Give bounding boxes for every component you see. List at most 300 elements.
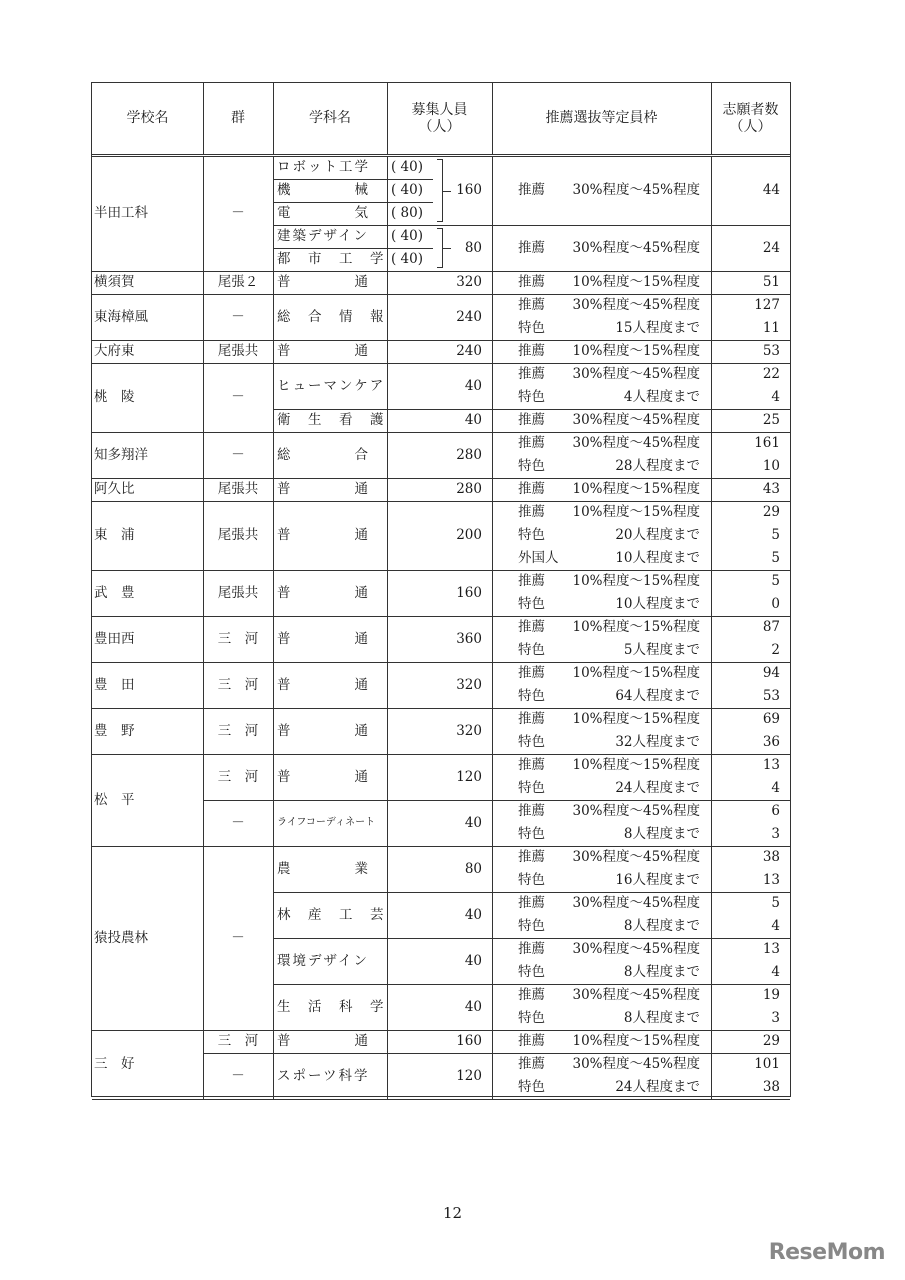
selection-range: 28人程度まで	[615, 458, 700, 474]
page-number: 12	[442, 1204, 463, 1222]
column-divider	[492, 478, 493, 501]
capacity: 320	[456, 677, 482, 693]
school-name: 豊田西	[94, 631, 135, 647]
applicant-count: 5	[771, 573, 780, 589]
column-divider	[711, 156, 712, 271]
selection-quota	[492, 662, 711, 685]
department-group: －	[231, 1068, 245, 1084]
column-divider	[203, 340, 204, 363]
applicant-count: 3	[771, 1010, 780, 1026]
header-quota-text: 推薦選抜等定員枠	[545, 110, 658, 126]
school-group: 尾張共	[217, 481, 259, 497]
bracket-tick	[443, 191, 451, 192]
selection-quota	[492, 1030, 711, 1053]
column-divider	[273, 662, 274, 708]
column-divider	[492, 754, 493, 846]
applicant-count: 101	[754, 1056, 780, 1072]
capacity: 80	[464, 861, 482, 877]
capacity: 40	[464, 412, 482, 428]
selection-quota	[492, 1053, 711, 1076]
column-divider	[492, 1030, 493, 1099]
applicant-count: 13	[762, 757, 780, 773]
column-divider	[203, 708, 204, 754]
capacity: 40	[464, 907, 482, 923]
selection-range: 24人程度まで	[615, 780, 700, 796]
capacity: 120	[456, 769, 482, 785]
capacity: 40	[464, 999, 482, 1015]
column-divider	[387, 363, 388, 432]
column-divider	[273, 846, 274, 1030]
selection-range: 30%程度～45%程度	[572, 849, 700, 865]
school-name: 豊 田	[94, 677, 135, 693]
column-divider	[387, 754, 388, 846]
selection-range: 4人程度まで	[623, 389, 700, 405]
applicant-count: 13	[762, 872, 780, 888]
selection-quota	[492, 1007, 711, 1030]
applicant-count: 69	[762, 711, 780, 727]
selection-quota	[492, 593, 711, 616]
school-name: 東海樟風	[94, 309, 148, 325]
column-divider	[203, 846, 204, 1030]
selection-quota	[492, 570, 711, 593]
column-divider	[387, 156, 388, 271]
header-capacity-text: （人）	[418, 118, 461, 135]
column-divider	[492, 294, 493, 340]
selection-type: 推薦	[518, 619, 545, 635]
column-divider	[273, 1030, 274, 1099]
column-divider	[387, 271, 388, 294]
selection-quota	[492, 386, 711, 409]
selection-quota	[492, 961, 711, 984]
selection-range: 30%程度～45%程度	[572, 435, 700, 451]
department-capacity: ( 40)	[391, 251, 424, 267]
school-group: 三 河	[217, 723, 259, 739]
selection-range: 30%程度～45%程度	[572, 239, 700, 256]
column-divider	[711, 294, 712, 340]
selection-range: 15人程度まで	[615, 320, 700, 336]
school-name: 横須賀	[94, 274, 135, 290]
school-group: 尾張共	[217, 343, 259, 359]
column-divider	[203, 363, 204, 432]
column-divider	[203, 570, 204, 616]
applicant-count: 4	[771, 964, 780, 980]
applicant-count: 29	[762, 1033, 780, 1049]
selection-quota	[492, 317, 711, 340]
column-divider	[387, 570, 388, 616]
column-divider	[273, 570, 274, 616]
selection-quota	[492, 432, 711, 455]
column-divider	[273, 156, 274, 271]
department-name: 普 通	[277, 1033, 370, 1049]
column-divider	[711, 478, 712, 501]
column-divider	[273, 363, 274, 432]
department-capacity: ( 40)	[391, 159, 424, 175]
column-divider	[387, 662, 388, 708]
selection-quota	[492, 237, 711, 260]
column-divider	[492, 570, 493, 616]
admissions-table	[91, 82, 791, 1097]
applicant-count: 44	[762, 182, 780, 198]
column-divider	[273, 340, 274, 363]
selection-range: 16人程度まで	[615, 872, 700, 888]
selection-type: 推薦	[518, 297, 545, 313]
selection-range: 30%程度～45%程度	[572, 1056, 700, 1072]
column-divider	[492, 846, 493, 1030]
department-name: 機 械	[277, 182, 370, 198]
selection-range: 10%程度～15%程度	[572, 665, 700, 681]
department-capacity: ( 40)	[391, 182, 424, 198]
school-name: 桃 陵	[94, 389, 135, 405]
selection-type: 推薦	[518, 849, 545, 865]
selection-quota	[492, 915, 711, 938]
column-divider	[711, 501, 712, 570]
selection-quota	[492, 777, 711, 800]
applicant-count: 29	[762, 504, 780, 520]
resemom-logo: ReseMom	[768, 1240, 885, 1265]
applicant-count: 94	[762, 665, 780, 681]
selection-type: 特色	[518, 458, 545, 474]
department-name: 普 通	[277, 585, 370, 601]
school-group: 三 河	[217, 631, 259, 647]
applicant-count: 87	[762, 619, 780, 635]
selection-type: 推薦	[518, 366, 545, 382]
capacity: 160	[456, 585, 482, 601]
column-divider	[387, 478, 388, 501]
selection-type: 特色	[518, 872, 545, 888]
column-divider	[387, 616, 388, 662]
department-name: 総 合 情 報	[277, 309, 386, 325]
selection-type: 推薦	[518, 1056, 545, 1072]
header-capacity	[387, 83, 492, 154]
header-group	[203, 83, 273, 154]
capacity: 280	[456, 447, 482, 463]
column-divider	[203, 432, 204, 478]
column-divider	[203, 754, 204, 846]
selection-type: 推薦	[518, 274, 545, 290]
column-divider	[711, 708, 712, 754]
school-name: 半田工科	[94, 205, 148, 221]
applicant-count: 36	[762, 734, 780, 750]
column-divider	[711, 363, 712, 432]
header-school	[92, 83, 203, 154]
applicant-count: 25	[762, 412, 780, 428]
department-capacity: ( 40)	[391, 228, 424, 244]
school-group: 三 河	[217, 677, 259, 693]
column-divider	[387, 340, 388, 363]
applicant-count: 6	[771, 803, 780, 819]
selection-range: 30%程度～45%程度	[572, 182, 700, 198]
school-group: －	[231, 205, 245, 221]
department-group: 三 河	[217, 1033, 259, 1049]
selection-range: 24人程度まで	[615, 1079, 700, 1095]
header-department-text: 学科名	[309, 110, 351, 126]
capacity: 40	[464, 378, 482, 394]
selection-type: 推薦	[518, 1033, 545, 1049]
selection-type: 推薦	[518, 803, 545, 819]
selection-type: 推薦	[518, 435, 545, 451]
selection-range: 30%程度～45%程度	[572, 297, 700, 313]
applicant-count: 0	[771, 596, 780, 612]
school-group: －	[231, 389, 245, 405]
school-name: 阿久比	[94, 481, 135, 497]
department-capacity: ( 80)	[391, 205, 424, 221]
selection-type: 推薦	[518, 711, 545, 727]
selection-type: 推薦	[518, 987, 545, 1003]
department-name: ライフコーディネート	[277, 817, 376, 828]
capacity: 320	[456, 723, 482, 739]
selection-range: 8人程度まで	[623, 964, 700, 980]
selection-quota	[492, 846, 711, 869]
applicant-count: 19	[762, 987, 780, 1003]
selection-type: 推薦	[518, 757, 545, 773]
column-divider	[387, 294, 388, 340]
school-group: －	[231, 447, 245, 463]
column-divider	[203, 616, 204, 662]
department-name: 農 業	[277, 861, 370, 877]
applicant-count: 51	[762, 274, 780, 290]
selection-quota	[492, 363, 711, 386]
selection-quota	[492, 984, 711, 1007]
department-name: ヒューマンケア	[277, 378, 386, 394]
column-divider	[203, 1030, 204, 1099]
selection-quota	[492, 478, 711, 501]
selection-quota	[492, 547, 711, 570]
selection-quota	[492, 501, 711, 524]
selection-range: 8人程度まで	[623, 1010, 700, 1026]
school-group: 尾張共	[217, 527, 259, 543]
column-divider	[273, 478, 274, 501]
selection-range: 8人程度まで	[623, 918, 700, 934]
selection-range: 30%程度～45%程度	[572, 412, 700, 428]
applicant-count: 3	[771, 826, 780, 842]
selection-quota	[492, 708, 711, 731]
column-divider	[711, 432, 712, 478]
column-divider	[273, 754, 274, 846]
row-divider	[92, 154, 790, 155]
column-divider	[387, 708, 388, 754]
capacity: 120	[456, 1068, 482, 1084]
selection-range: 30%程度～45%程度	[572, 366, 700, 382]
applicant-count: 161	[754, 435, 780, 451]
column-divider	[203, 501, 204, 570]
selection-range: 5人程度まで	[623, 642, 700, 658]
column-divider	[203, 662, 204, 708]
selection-type: 特色	[518, 688, 545, 704]
capacity: 280	[456, 481, 482, 497]
column-divider	[492, 271, 493, 294]
column-divider	[492, 501, 493, 570]
department-name: 普 通	[277, 274, 370, 290]
header-department	[273, 83, 387, 154]
department-name: 普 通	[277, 481, 370, 497]
department-name: 林 産 工 芸	[277, 907, 386, 923]
school-name: 三 好	[94, 1056, 135, 1072]
selection-range: 8人程度まで	[623, 826, 700, 842]
capacity: 160	[456, 182, 482, 198]
department-group: －	[231, 815, 245, 831]
column-divider	[203, 156, 204, 271]
selection-range: 64人程度まで	[615, 688, 700, 704]
selection-quota	[492, 685, 711, 708]
department-name: 生 活 科 学	[277, 999, 386, 1015]
school-name: 大府東	[94, 343, 135, 359]
selection-range: 20人程度まで	[615, 527, 700, 543]
school-group: －	[231, 309, 245, 325]
selection-type: 特色	[518, 1079, 545, 1095]
applicant-count: 4	[771, 780, 780, 796]
header-quota	[492, 83, 711, 154]
department-name: 普 通	[277, 723, 370, 739]
column-divider	[711, 662, 712, 708]
applicant-count: 38	[762, 1079, 780, 1095]
applicant-count: 5	[771, 550, 780, 566]
column-divider	[387, 501, 388, 570]
column-divider	[273, 501, 274, 570]
header-applicants	[711, 83, 790, 154]
column-divider	[273, 616, 274, 662]
selection-type: 推薦	[518, 481, 545, 497]
column-divider	[492, 83, 493, 154]
selection-type: 推薦	[518, 573, 545, 589]
column-divider	[387, 432, 388, 478]
selection-quota	[492, 938, 711, 961]
applicant-count: 43	[762, 481, 780, 497]
selection-quota	[492, 869, 711, 892]
column-divider	[711, 754, 712, 846]
capacity: 360	[456, 631, 482, 647]
applicant-count: 13	[762, 941, 780, 957]
selection-range: 10%程度～15%程度	[572, 757, 700, 773]
department-name: スポーツ科学	[277, 1068, 370, 1084]
selection-range: 10%程度～15%程度	[572, 274, 700, 290]
selection-type: 特色	[518, 780, 545, 796]
capacity: 40	[464, 953, 482, 969]
selection-quota	[492, 731, 711, 754]
capacity: 240	[456, 343, 482, 359]
selection-type: 外国人	[518, 550, 559, 566]
applicant-count: 4	[771, 389, 780, 405]
column-divider	[711, 340, 712, 363]
selection-range: 30%程度～45%程度	[572, 803, 700, 819]
selection-quota	[492, 455, 711, 478]
column-divider	[387, 1030, 388, 1099]
selection-type: 推薦	[518, 239, 545, 256]
selection-range: 10人程度まで	[615, 550, 700, 566]
applicant-count: 10	[762, 458, 780, 474]
school-group: －	[231, 930, 245, 946]
column-divider	[711, 570, 712, 616]
selection-range: 10%程度～15%程度	[572, 619, 700, 635]
column-divider	[273, 432, 274, 478]
column-divider	[273, 83, 274, 154]
school-group: 尾張２	[217, 274, 259, 290]
applicant-count: 2	[771, 642, 780, 658]
capacity: 320	[456, 274, 482, 290]
selection-range: 10%程度～15%程度	[572, 481, 700, 497]
bracket-tick	[443, 248, 451, 249]
selection-quota	[492, 823, 711, 846]
school-name: 松 平	[94, 792, 135, 808]
school-name: 猿投農林	[94, 930, 148, 946]
department-name: 都 市 工 学	[277, 251, 386, 267]
column-divider	[273, 294, 274, 340]
row-divider	[273, 225, 790, 226]
selection-type: 特色	[518, 596, 545, 612]
school-name: 武 豊	[94, 585, 135, 601]
header-applicants-text: 志願者数	[722, 101, 779, 118]
selection-quota	[492, 1076, 711, 1099]
department-group: 三 河	[217, 769, 259, 785]
applicant-count: 5	[771, 895, 780, 911]
capacity: 40	[464, 815, 482, 831]
column-divider	[711, 271, 712, 294]
applicant-count: 22	[762, 366, 780, 382]
selection-type: 推薦	[518, 895, 545, 911]
column-divider	[387, 83, 388, 154]
selection-range: 32人程度まで	[615, 734, 700, 750]
selection-type: 推薦	[518, 665, 545, 681]
column-divider	[711, 616, 712, 662]
applicant-count: 53	[762, 688, 780, 704]
selection-quota	[492, 409, 711, 432]
selection-type: 特色	[518, 1010, 545, 1026]
column-divider	[492, 662, 493, 708]
capacity: 240	[456, 309, 482, 325]
selection-range: 10%程度～15%程度	[572, 573, 700, 589]
header-school-text: 学校名	[126, 110, 169, 126]
applicant-count: 5	[771, 527, 780, 543]
selection-range: 30%程度～45%程度	[572, 987, 700, 1003]
column-divider	[492, 616, 493, 662]
column-divider	[203, 478, 204, 501]
applicant-count: 11	[762, 320, 780, 336]
school-group: 尾張共	[217, 585, 259, 601]
capacity: 80	[464, 240, 482, 256]
school-name: 豊 野	[94, 723, 135, 739]
selection-type: 推薦	[518, 504, 545, 520]
selection-type: 特色	[518, 734, 545, 750]
department-name: ロボット工学	[277, 159, 370, 175]
selection-quota	[492, 179, 711, 202]
applicant-count: 4	[771, 918, 780, 934]
department-name: 環境デザイン	[277, 953, 370, 969]
selection-range: 10人程度まで	[615, 596, 700, 612]
column-divider	[203, 83, 204, 154]
school-name: 東 浦	[94, 527, 135, 543]
column-divider	[711, 1030, 712, 1099]
selection-type: 特色	[518, 320, 545, 336]
selection-type: 特色	[518, 826, 545, 842]
selection-quota	[492, 639, 711, 662]
column-divider	[711, 846, 712, 1030]
selection-type: 推薦	[518, 182, 545, 198]
selection-quota	[492, 800, 711, 823]
header-applicants-text: （人）	[729, 118, 772, 135]
selection-type: 特色	[518, 918, 545, 934]
selection-type: 推薦	[518, 412, 545, 428]
column-divider	[273, 271, 274, 294]
department-name: 普 通	[277, 677, 370, 693]
selection-type: 特色	[518, 527, 545, 543]
selection-range: 10%程度～15%程度	[572, 504, 700, 520]
selection-range: 30%程度～45%程度	[572, 941, 700, 957]
selection-quota	[492, 892, 711, 915]
column-divider	[387, 846, 388, 1030]
selection-quota	[492, 294, 711, 317]
selection-range: 10%程度～15%程度	[572, 1033, 700, 1049]
applicant-count: 38	[762, 849, 780, 865]
selection-quota	[492, 524, 711, 547]
